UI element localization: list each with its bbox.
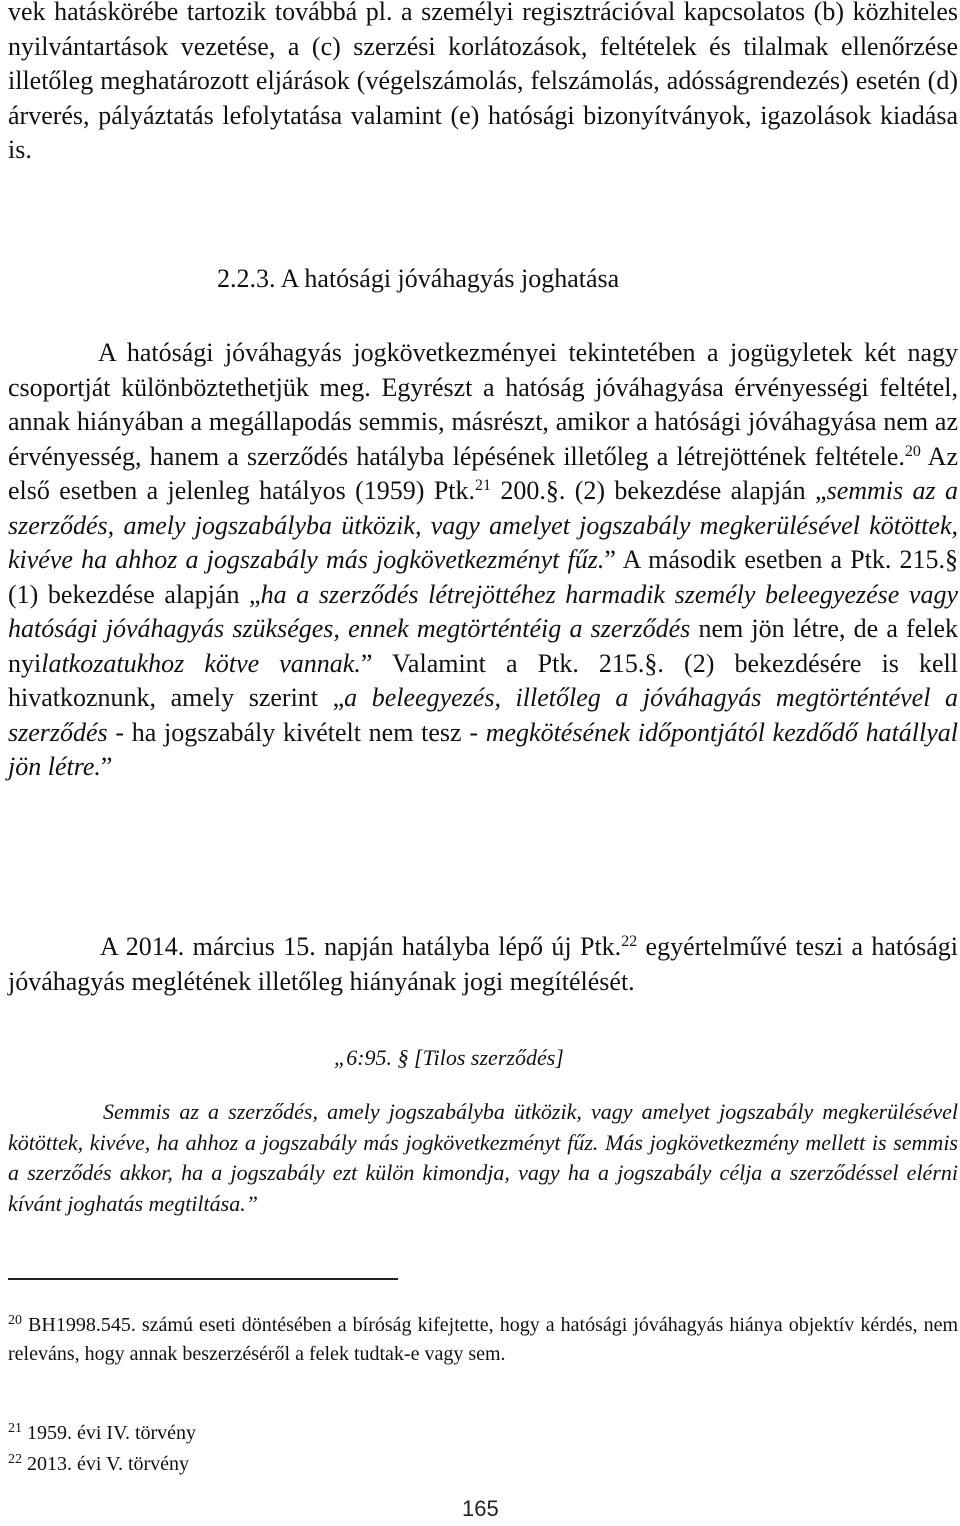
footnote-ref-21[interactable]: 21 xyxy=(475,477,492,494)
footnote-text: BH1998.545. számú eseti döntésében a bíróság kifejtette, hogy a hatósági jóváhagyás hiánya objektív kérdés, nem releváns, hogy annak beszerzéséről a felek tudtak-e vagy sem. xyxy=(8,1314,958,1365)
paragraph-2014 xyxy=(8,930,958,999)
main-text-8: ” xyxy=(100,752,113,781)
footnote-number: 20 xyxy=(8,1313,22,1328)
quote-body-text: Semmis az a szerződés, amely jogszabályba ütközik, vagy amelyet jogszabály megkerülésével kötöttek, kivéve, ha ahhoz a jogszabály más jogkövetkezményt fűz. Más jogkövetkezmény mellett is semmis a szerződés akkor, ha a jogszabály ezt külön kimondja, vagy ha a jogszabály célja a szerződéssel elérni kívánt joghatás megtiltása.” xyxy=(8,1099,958,1216)
footnote-text: 1959. évi IV. törvény xyxy=(22,1422,197,1444)
paragraph-top: vek hatáskörébe tartozik továbbá pl. a személyi regisztrációval kapcsolatos (b) közhiteles nyilvántartások vezetése, a (c) szerzési korlátozások, feltételek és tilalmak ellenőrzése illetőleg meghatározott eljárások (végelszámolás, felszámolás, adósságrendezés) esetén (d) árverés, pályáztatás lefolytatása valamint (e) hatósági bizonyítványok, igazolások kiadása is. xyxy=(8,0,958,164)
footnote-22 xyxy=(8,1450,958,1479)
text-2014-1: A 2014. március 15. napján hatályba lépő új Ptk. xyxy=(100,932,622,961)
main-text-7: - ha jogszabály kivételt nem tesz - xyxy=(107,717,486,747)
main-text-1: A hatósági jóváhagyás jogkövetkezményei tekintetében a jogügyletek két nagy csoportját különböztethetjük meg. Egyrészt a hatóság jóváhagyása érvényességi feltétel, annak hiányában a megállapodás semmis, másrészt, amikor a hatósági jóváhagyása nem az érvényesség, hanem a szerződés hatályba lépésének illetőleg a létrejöttének feltétele. xyxy=(8,338,958,471)
footnote-separator xyxy=(8,1278,398,1280)
section-heading: 2.2.3. A hatósági jóváhagyás joghatása xyxy=(217,264,620,293)
page-number: 165 xyxy=(462,1496,499,1521)
footnote-21 xyxy=(8,1419,958,1448)
quoted-law-200: semmis az a szerződés, amely jogszabályba ütközik, vagy amelyet jogszabály megkerülésével kötöttek, kivéve ha ahhoz a jogszabály más jogkövetkezményt fűz. xyxy=(8,476,958,574)
footnote-ref-20[interactable]: 20 xyxy=(904,442,921,460)
main-text-3: 200.§. (2) bekezdése alapján „ xyxy=(491,476,827,505)
main-text-6: ” Valamint a Ptk. 215.§. (2) bekezdésére is kell hivatkoznunk, amely szerint „ xyxy=(8,648,958,712)
quoted-law-215-2-end: megkötésének időpontjától kezdődő hatállyal jön létre. xyxy=(8,717,959,781)
main-text-4: ” A második esetben a Ptk. 215.§ (1) bekezdése alapján „ xyxy=(8,545,958,609)
main-text-2: Az első esetben a jelenleg hatályos (1959) Ptk. xyxy=(8,441,958,505)
footnote-20 xyxy=(8,1311,958,1369)
footnote-text: 2013. évi V. törvény xyxy=(22,1453,190,1475)
text-2014-2: egyértelművé teszi a hatósági jóváhagyás meglétének illetőleg hiányának jogi megítélését. xyxy=(8,932,959,996)
main-text-5: nem jön létre, de a felek nyi xyxy=(8,614,958,678)
footnote-number: 21 xyxy=(8,1421,22,1436)
quoted-law-215-1: ha a szerződés létrejöttéhez harmadik személy beleegyezése vagy hatósági jóváhagyás szükséges, ennek megtörténtéig a szerződés xyxy=(8,579,958,643)
paragraph-main xyxy=(8,336,958,785)
footnote-number: 22 xyxy=(8,1452,22,1467)
footnote-ref-22[interactable]: 22 xyxy=(621,933,638,950)
quoted-law-215-1-end: latkozatukhoz kötve vannak. xyxy=(41,648,361,678)
quoted-law-215-2: a beleegyezés, illetőleg a jóváhagyás megtörténtével a szerződés xyxy=(8,683,959,747)
quote-heading: „6:95. § [Tilos szerződés] xyxy=(334,1045,564,1070)
quote-body xyxy=(8,1097,958,1219)
